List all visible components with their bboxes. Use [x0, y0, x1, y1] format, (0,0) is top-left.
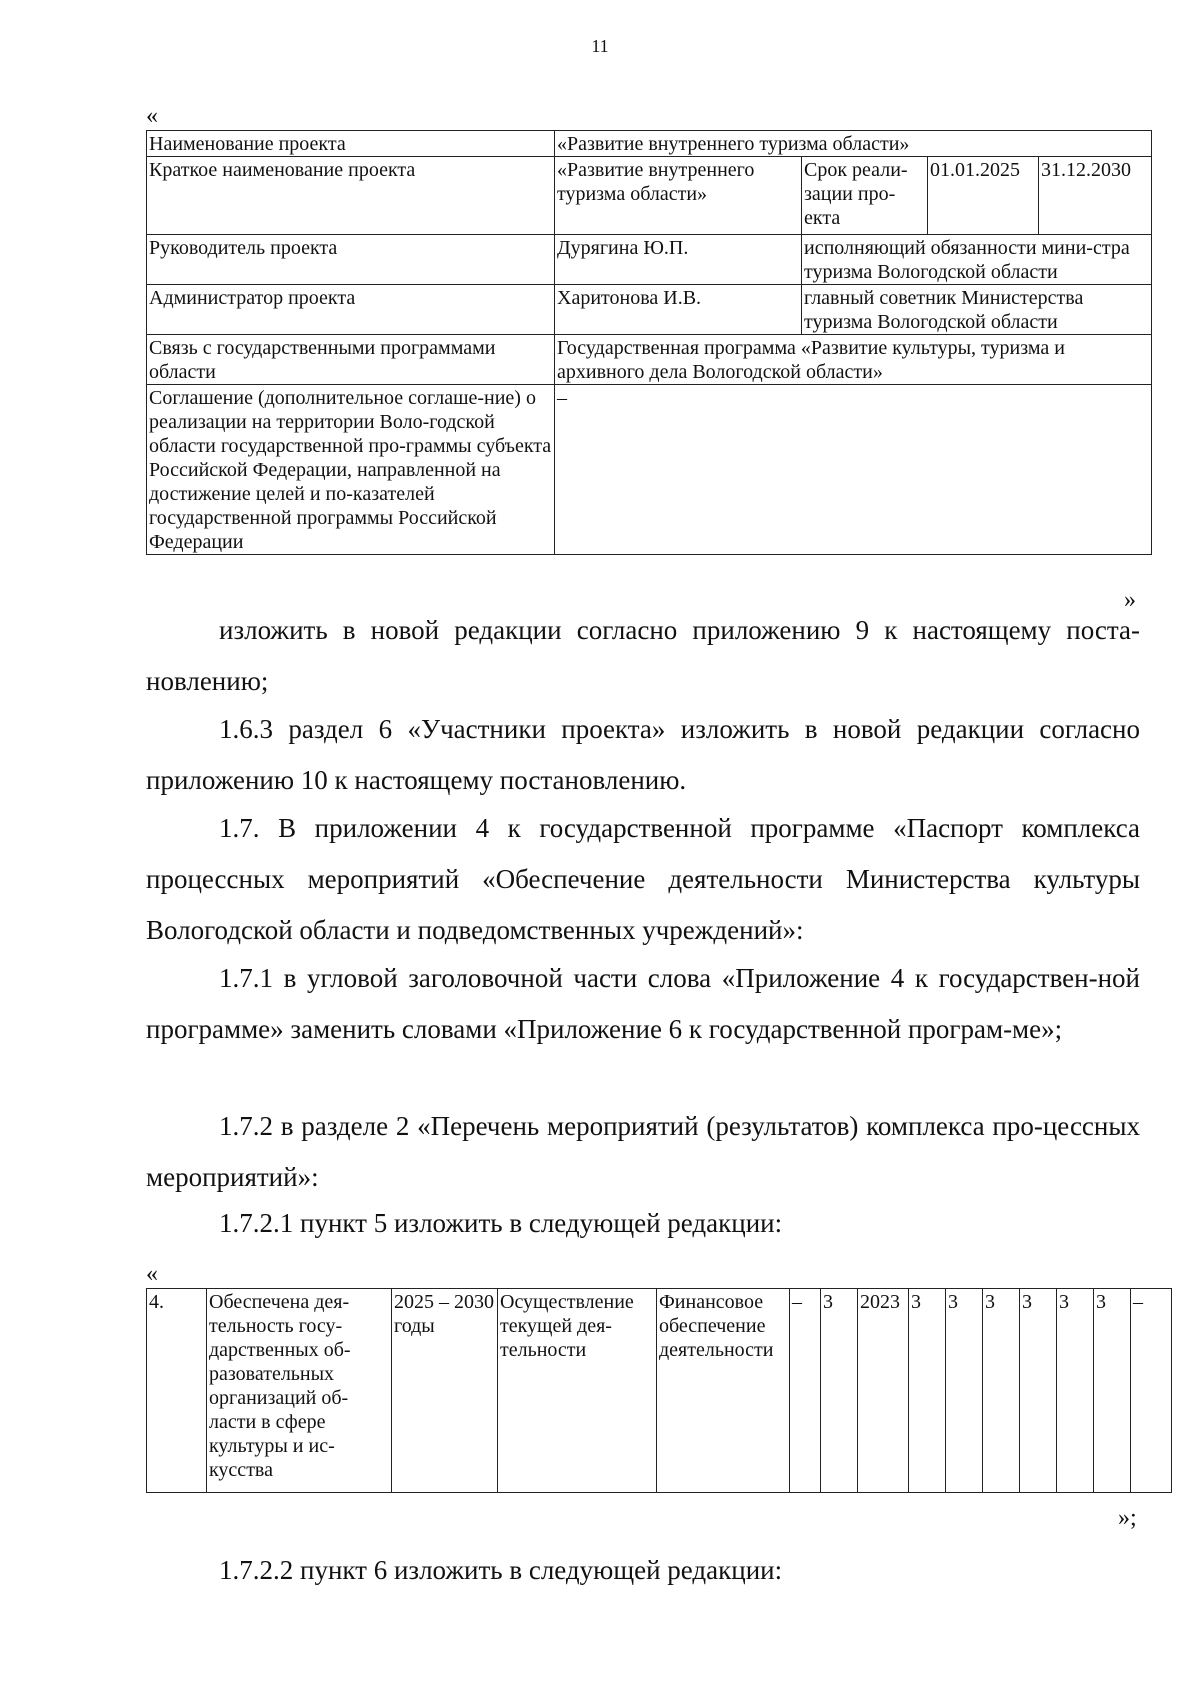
- open-quote-1: «: [146, 103, 158, 129]
- table-row: [147, 285, 1152, 335]
- item-cell: 3: [1020, 1289, 1057, 1493]
- item-characteristic: Финансовое обеспечение деятельности: [657, 1289, 790, 1493]
- short-name-label: Краткое наименование проекта: [147, 157, 555, 235]
- table-row: [147, 235, 1152, 285]
- manager-label: Руководитель проекта: [147, 235, 555, 285]
- item-cell: 3: [946, 1289, 983, 1493]
- item-cell: –: [1131, 1289, 1172, 1493]
- item-period: 2025 – 2030 годы: [392, 1289, 498, 1493]
- open-quote-2: «: [146, 1261, 158, 1287]
- paragraph-3: 1.7. В приложении 4 к государственной программе «Паспорт комплекса процессных мероприятий «Обеспечение деятельности Министерства культуры Вологодской области и подведомственных учреждений»:: [146, 813, 1140, 945]
- administrator-label: Администратор проекта: [147, 285, 555, 335]
- manager-position: исполняющий обязанности мини-стра туризма Вологодской области: [802, 235, 1152, 285]
- table-row: [147, 131, 1152, 157]
- programs-link-value: Государственная программа «Развитие культуры, туризма и архивного дела Вологодской области»: [555, 335, 1152, 385]
- paragraph-4: 1.7.1 в угловой заголовочной части слова «Приложение 4 к государствен-ной программе» заменить словами «Приложение 6 к государственной програм-ме»;: [146, 963, 1140, 1044]
- item-cell: 3: [821, 1289, 858, 1493]
- table-row: [147, 335, 1152, 385]
- agreement-label: Соглашение (дополнительное соглаше-ние) о реализации на территории Воло-годской области государственной про-граммы субъекта Российской Федерации, направленной на достижение целей и по-казателей государственной программы Российской Федерации: [147, 385, 555, 555]
- table-row: [147, 1289, 1172, 1493]
- programs-link-label: Связь с государственными программами области: [147, 335, 555, 385]
- paragraph-1: изложить в новой редакции согласно приложению 9 к настоящему поста-новлению;: [146, 615, 1140, 696]
- item-cell: 3: [1094, 1289, 1131, 1493]
- term-start: 01.01.2025: [928, 157, 1039, 235]
- item-result: Обеспечена дея-тельность госу-дарственных об-разовательных организаций об-ласти в сфере культуры и ис-кусства: [207, 1289, 392, 1493]
- manager-name: Дурягина Ю.П.: [555, 235, 802, 285]
- term-label: Срок реали-зации про-екта: [802, 157, 928, 235]
- item-cell: 3: [1057, 1289, 1094, 1493]
- paragraph-7: 1.7.2.2 пункт 6 изложить в следующей редакции:: [219, 1555, 783, 1585]
- paragraph-6: 1.7.2.1 пункт 5 изложить в следующей редакции:: [219, 1208, 783, 1238]
- item-base-year: 2023: [858, 1289, 909, 1493]
- item-cell: 3: [909, 1289, 946, 1493]
- project-name-label: Наименование проекта: [147, 131, 555, 157]
- item-type: Осуществление текущей дея-тельности: [498, 1289, 657, 1493]
- page-number: 11: [591, 36, 609, 56]
- paragraph-5: 1.7.2 в разделе 2 «Перечень мероприятий (результатов) комплекса про-цессных мероприятий»:: [146, 1111, 1140, 1192]
- short-name-value: «Развитие внутреннего туризма области»: [555, 157, 802, 235]
- table-row: [147, 385, 1152, 555]
- term-end: 31.12.2030: [1039, 157, 1152, 235]
- item-number: 4.: [147, 1289, 207, 1493]
- close-quote-2: »;: [1118, 1505, 1137, 1531]
- item-cell: 3: [983, 1289, 1020, 1493]
- close-quote-1: »: [1124, 587, 1136, 613]
- item-table: [146, 1288, 1172, 1493]
- paragraph-2: 1.6.3 раздел 6 «Участники проекта» изложить в новой редакции согласно приложению 10 к настоящему постановлению.: [146, 714, 1140, 795]
- project-table: [146, 130, 1152, 555]
- item-cell: –: [790, 1289, 821, 1493]
- administrator-name: Харитонова И.В.: [555, 285, 802, 335]
- project-name-value: «Развитие внутреннего туризма области»: [555, 131, 1152, 157]
- table-row: [147, 157, 1152, 235]
- administrator-position: главный советник Министерства туризма Вологодской области: [802, 285, 1152, 335]
- agreement-value: –: [555, 385, 1152, 555]
